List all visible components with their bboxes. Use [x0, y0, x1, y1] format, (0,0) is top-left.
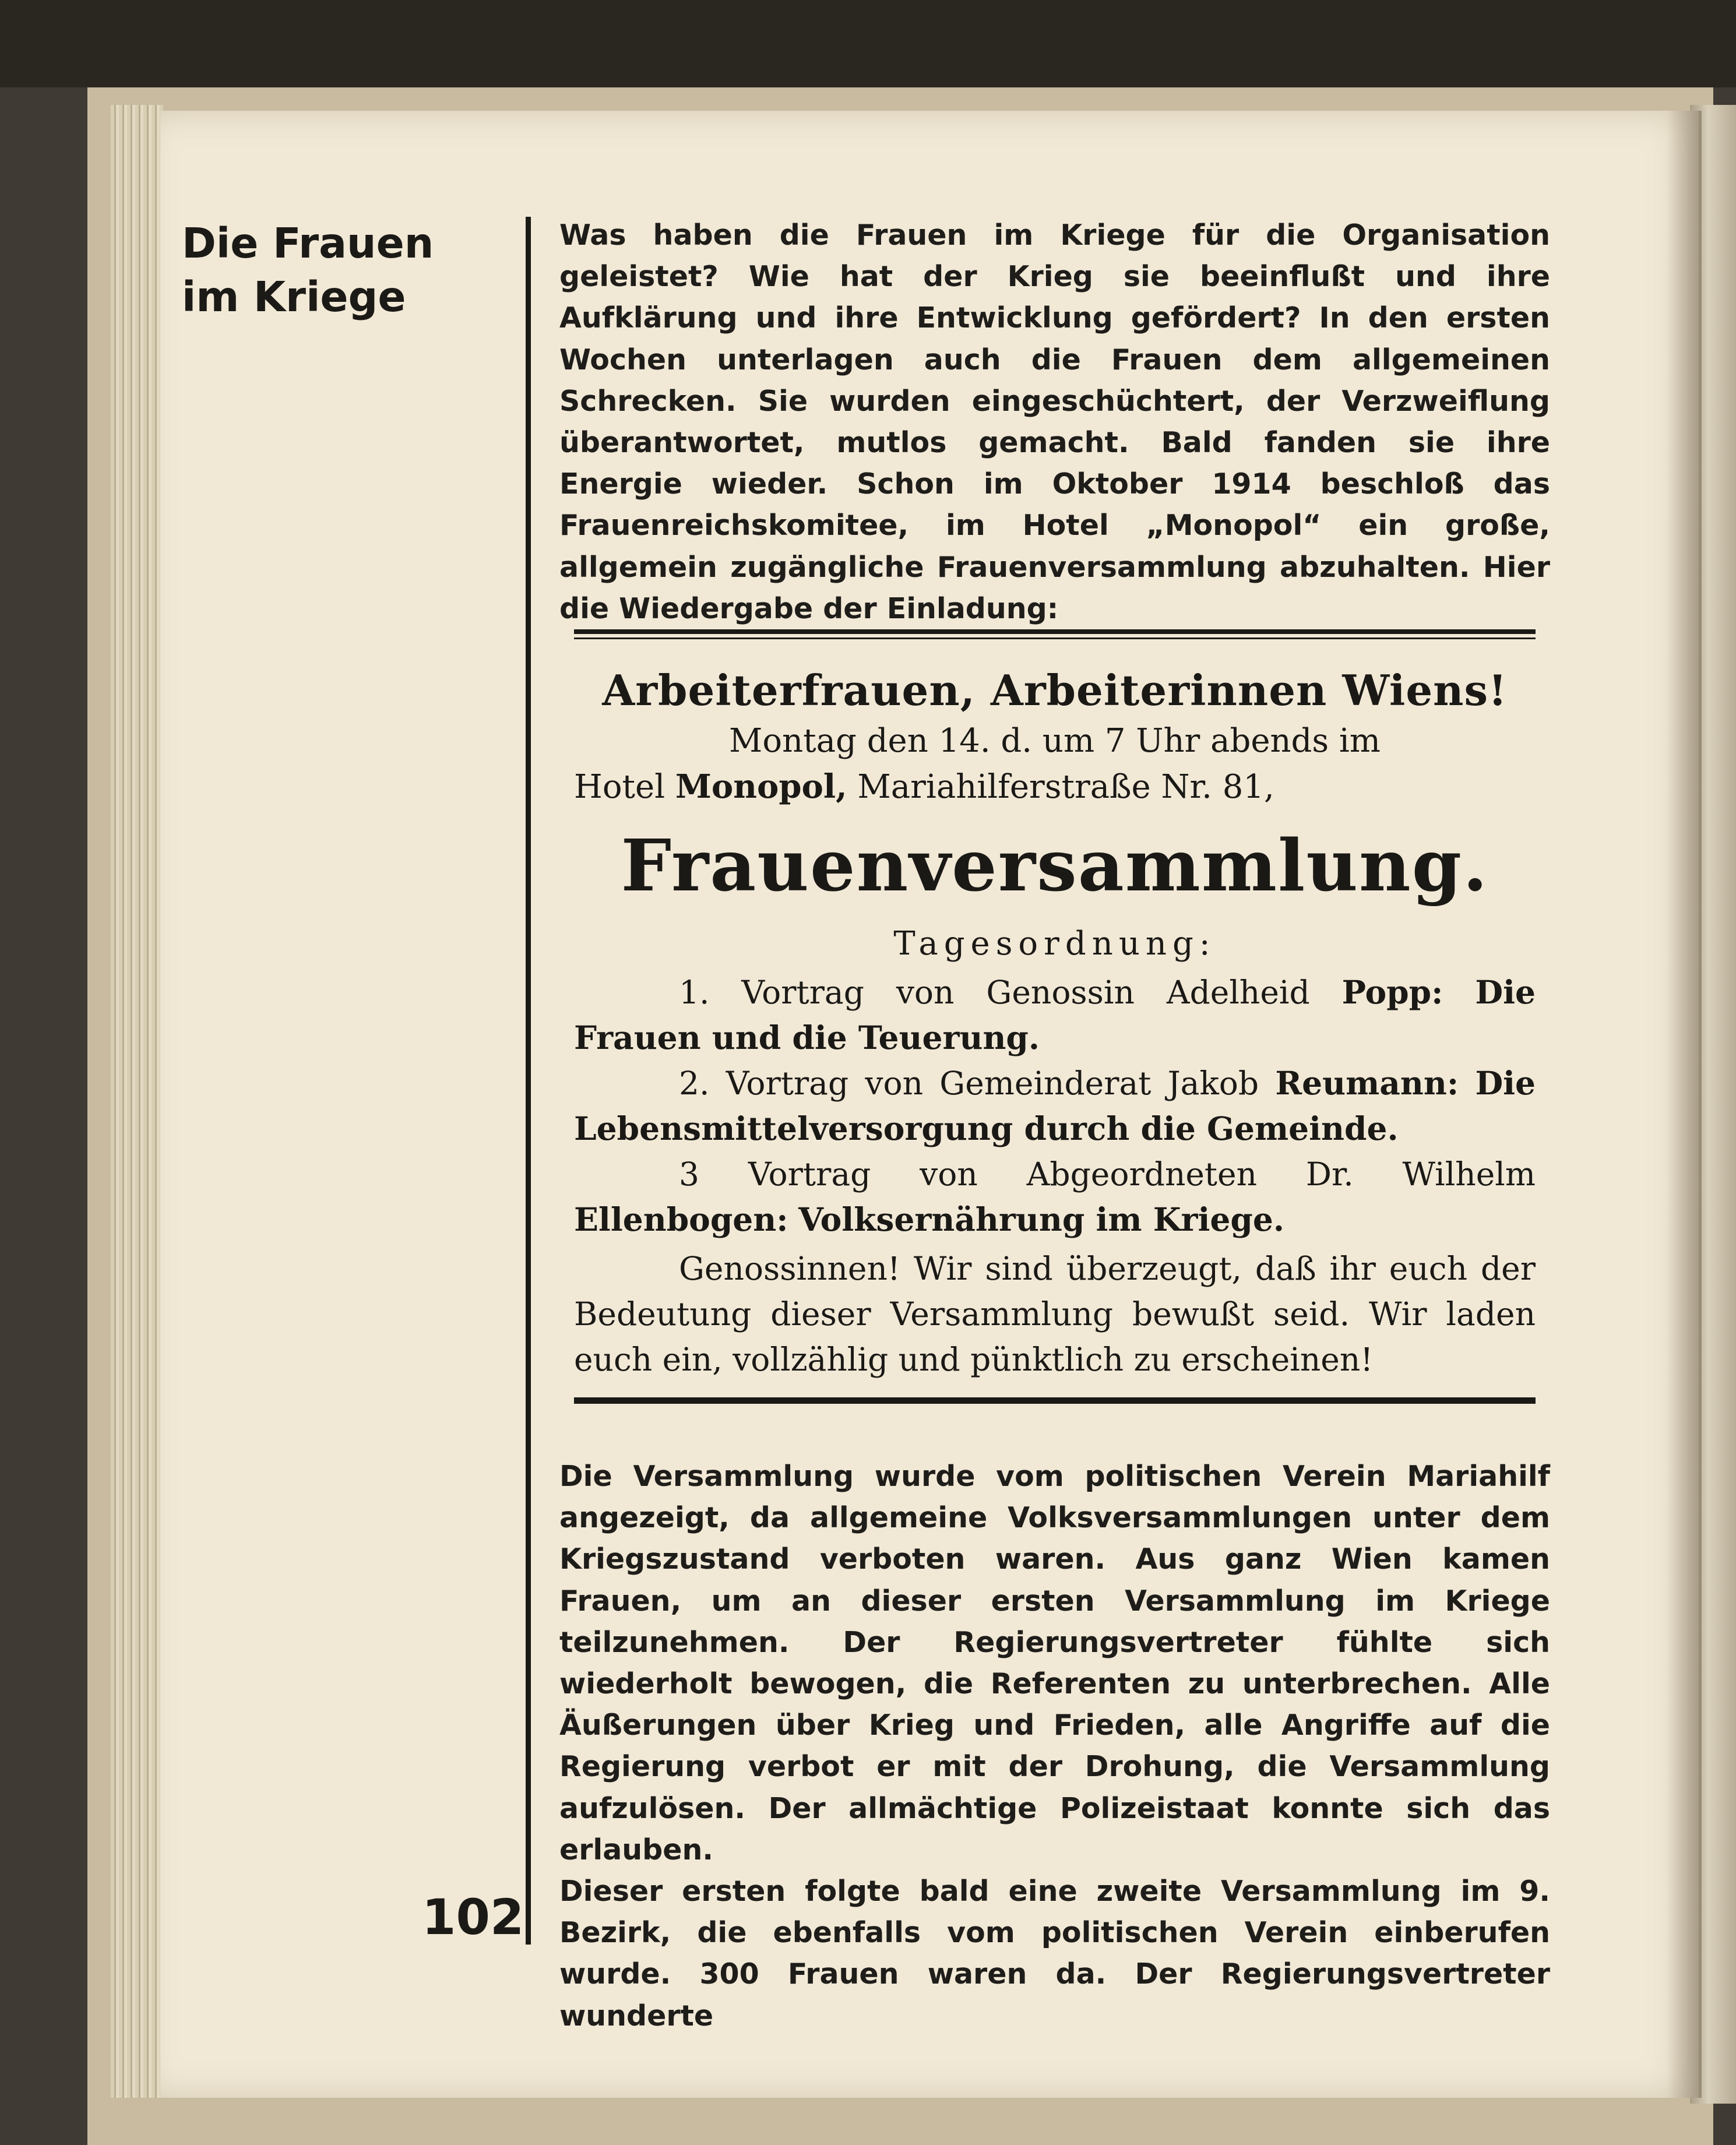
section-title-line-1: Die Frauen: [182, 219, 434, 267]
notice-venue-line: [574, 764, 1536, 810]
notice-top-rule-thin: [574, 637, 1536, 639]
notice-bottom-rule: [574, 1399, 1536, 1404]
intro-text: Was haben die Frauen im Kriege für die Organisation geleistet? Wie hat der Krieg sie beeinflußt und ihre Aufklärung und ihre Entwicklung gefördert? In den ersten Wochen unterlagen auch die Frauen dem allgemeinen Schrecken. Sie wurden eingeschüchtert, der Verzweiflung überantwortet, mutlos gemacht. Bald fanden sie ihre Energie wieder. Schon im Oktober 1914 beschloß das Frauenreichskomitee, im Hotel „Monopol“ ein große, allgemein zugängliche Frauenversammlung abzuhalten. Hier die Wiedergabe der Einladung:: [559, 219, 1550, 625]
report-text-1: Die Versammlung wurde vom politischen Verein Mariahilf angezeigt, da allgemeine Volksversammlungen unter dem Kriegszustand verboten waren. Aus ganz Wien kamen Frauen, um an dieser ersten Versammlung im Kriege teilzunehmen. Der Regierungsvertreter fühlte sich wiederholt bewogen, die Referenten zu unterbrechen. Alle Äußerungen über Krieg und Frieden, alle Angriffe auf die Regierung verbot er mit der Drohung, die Versammlung aufzulösen. Der allmächtige Polizeistaat konnte sich das erlauben.: [559, 1460, 1550, 1866]
vertical-rule: [526, 217, 531, 1945]
report-text-2: Dieser ersten folgte bald eine zweite Versammlung im 9. Bezirk, die ebenfalls vom politischen Verein einberufen wurde. 300 Frauen waren da. Der Regierungsvertreter wunderte: [559, 1875, 1550, 2033]
gutter-shadow: [1667, 111, 1702, 2098]
notice-heading: Arbeiterfrauen, Arbeiterinnen Wiens!: [602, 665, 1508, 715]
notice-venue-hotel: Hotel: [574, 768, 665, 806]
agenda-item: [574, 1061, 1536, 1151]
page-number: 102: [422, 1889, 524, 1946]
agenda-item-prefix: 3 Vortrag von Abgeordneten Dr. Wilhelm: [679, 1156, 1536, 1193]
agenda-item-speaker: Popp:: [1341, 973, 1443, 1011]
agenda-item-prefix: 1. Vortrag von Genossin Adelheid: [679, 974, 1310, 1011]
invitation-notice: [574, 629, 1536, 1404]
agenda-item-speaker: Reumann:: [1275, 1064, 1459, 1102]
page-edges: [111, 105, 163, 2098]
section-title-line-2: im Kriege: [182, 273, 406, 321]
backdrop: [0, 0, 1736, 87]
notice-venue-address: Mariahilferstraße Nr. 81,: [857, 768, 1274, 806]
agenda-item-topic: Die Lebensmittelversorgung durch die Gemeinde.: [574, 1064, 1536, 1147]
notice-appeal: Genossinnen! Wir sind überzeugt, daß ihr euch der Bedeutung dieser Versammlung bewußt seid. Wir laden euch ein, vollzählig und pünktlich zu erscheinen!: [574, 1250, 1536, 1378]
notice-venue-name: Monopol,: [675, 767, 847, 806]
agenda-item-topic: Volksernährung im Kriege.: [798, 1200, 1284, 1238]
report-paragraphs: [559, 1456, 1550, 2037]
agenda-item-speaker: Ellenbogen:: [574, 1200, 788, 1238]
section-title: [182, 217, 485, 324]
intro-paragraph: [559, 214, 1550, 629]
notice-date-line: Montag den 14. d. um 7 Uhr abends im: [729, 722, 1381, 760]
agenda-item-prefix: 2. Vortrag von Gemeinderat Jakob: [679, 1065, 1259, 1102]
agenda-item-topic: Die Frauen und die Teuerung.: [574, 973, 1536, 1056]
notice-top-rule: [574, 629, 1536, 634]
notice-title: Frauenversammlung.: [621, 823, 1489, 907]
agenda-item: [574, 1151, 1536, 1242]
notice-agenda-label: Tagesordnung:: [893, 925, 1216, 963]
agenda-item: [574, 970, 1536, 1061]
